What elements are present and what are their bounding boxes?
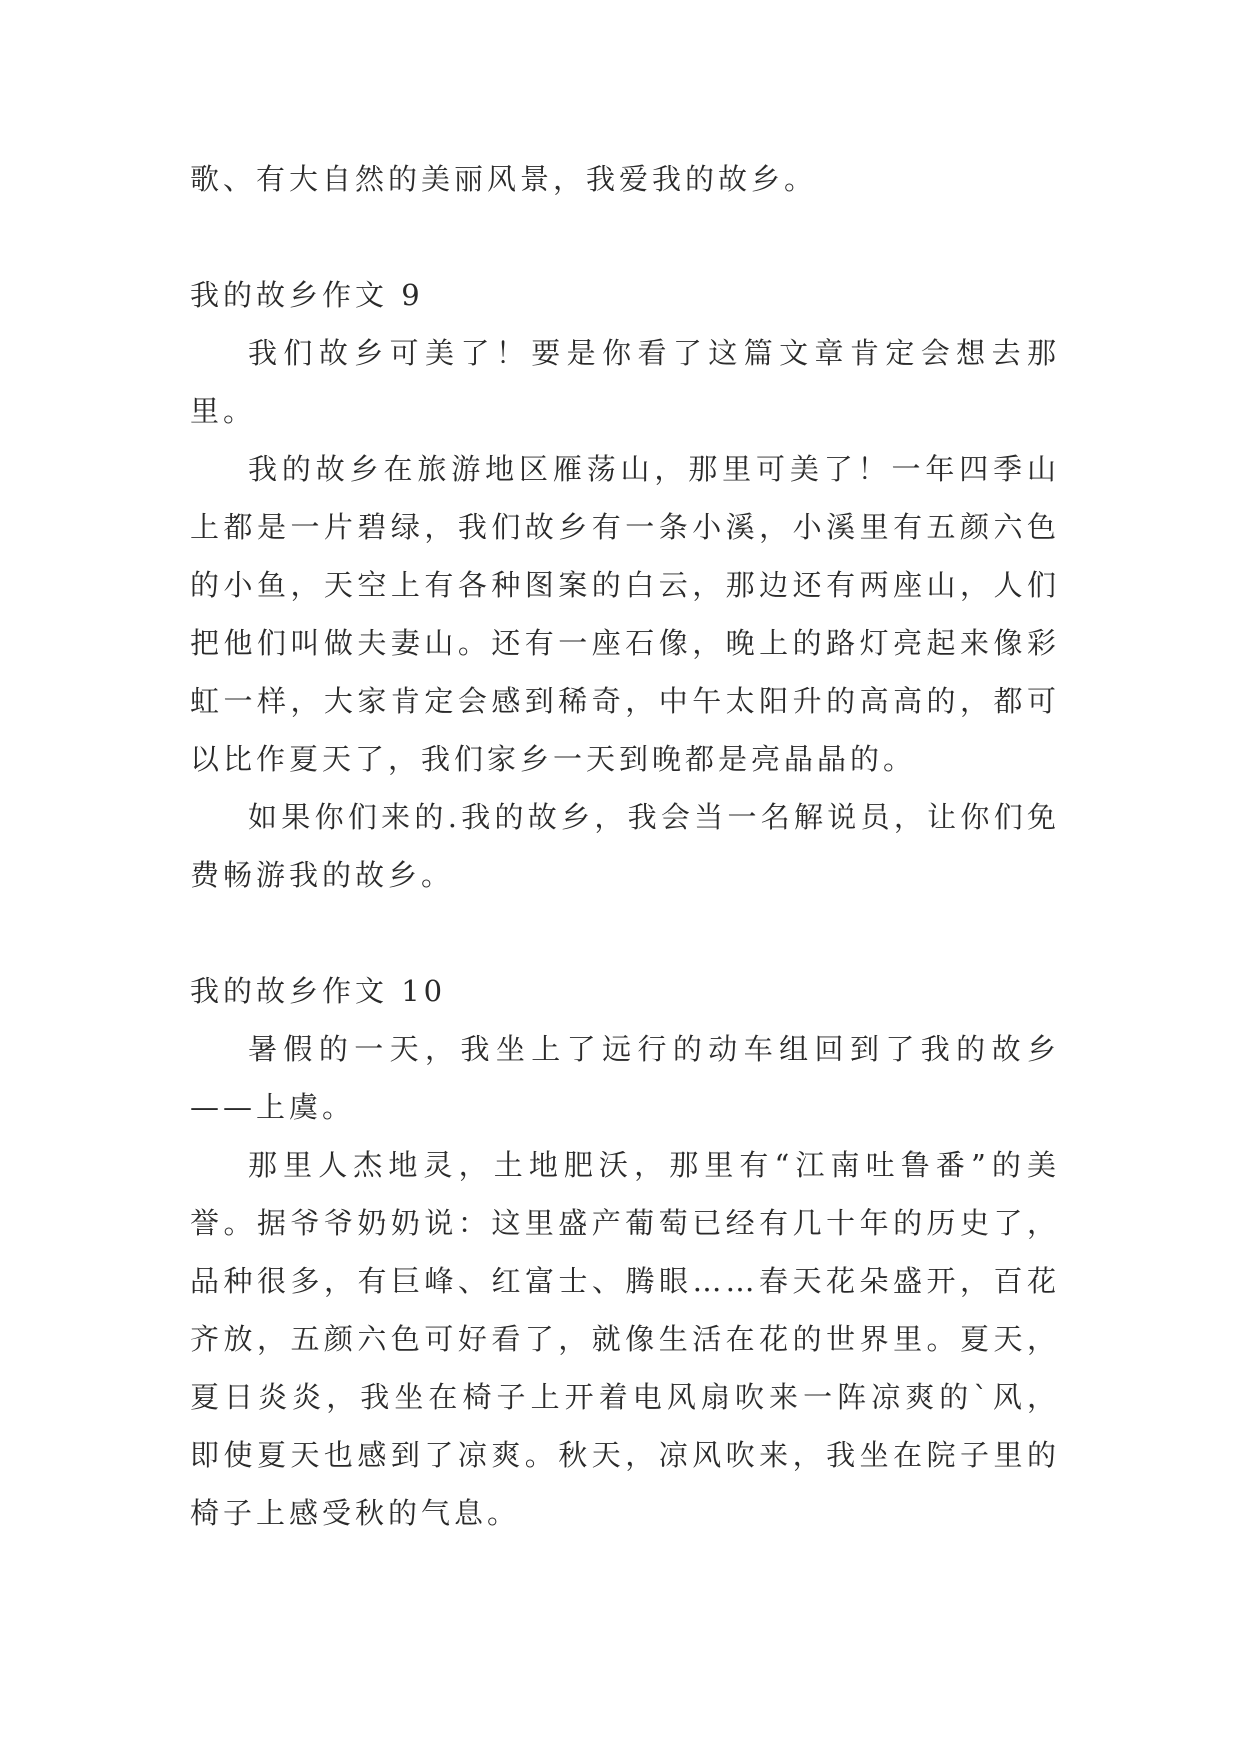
essay-9-title: 我的故乡作文 9 [190,278,424,312]
document-page [190,150,1060,1542]
section-gap [190,904,1060,962]
essay-9-paragraph-3: 如果你们来的.我的故乡，我会当一名解说员，让你们免费畅游我的故乡。 [190,800,1060,892]
essay-9-paragraph-2: 我的故乡在旅游地区雁荡山，那里可美了！一年四季山上都是一片碧绿，我们故乡有一条小溪，小溪里有五颜六色的小鱼，天空上有各种图案的白云，那边还有两座山，人们把他们叫做夫妻山。还有一座石像，晚上的路灯亮起来像彩虹一样，大家肯定会感到稀奇，中午太阳升的高高的，都可以比作夏天了，我们家乡一天到晚都是亮晶晶的。 [190,452,1060,776]
essay-10-title: 我的故乡作文 10 [190,974,447,1008]
intro-paragraph-tail: 歌、有大自然的美丽风景，我爱我的故乡。 [190,162,818,196]
section-gap [190,208,1060,266]
essay-10-paragraph-1: 暑假的一天，我坐上了远行的动车组回到了我的故乡——上虞。 [190,1032,1060,1124]
essay-9-paragraph-1: 我们故乡可美了！要是你看了这篇文章肯定会想去那里。 [190,336,1060,428]
essay-10-paragraph-2: 那里人杰地灵，土地肥沃，那里有“江南吐鲁番”的美誉。据爷爷奶奶说：这里盛产葡萄已经有几十年的历史了，品种很多，有巨峰、红富士、腾眼……春天花朵盛开，百花齐放，五颜六色可好看了，就像生活在花的世界里。夏天，夏日炎炎，我坐在椅子上开着电风扇吹来一阵凉爽的`风，即使夏天也感到了凉爽。秋天，凉风吹来，我坐在院子里的椅子上感受秋的气息。 [190,1148,1060,1530]
